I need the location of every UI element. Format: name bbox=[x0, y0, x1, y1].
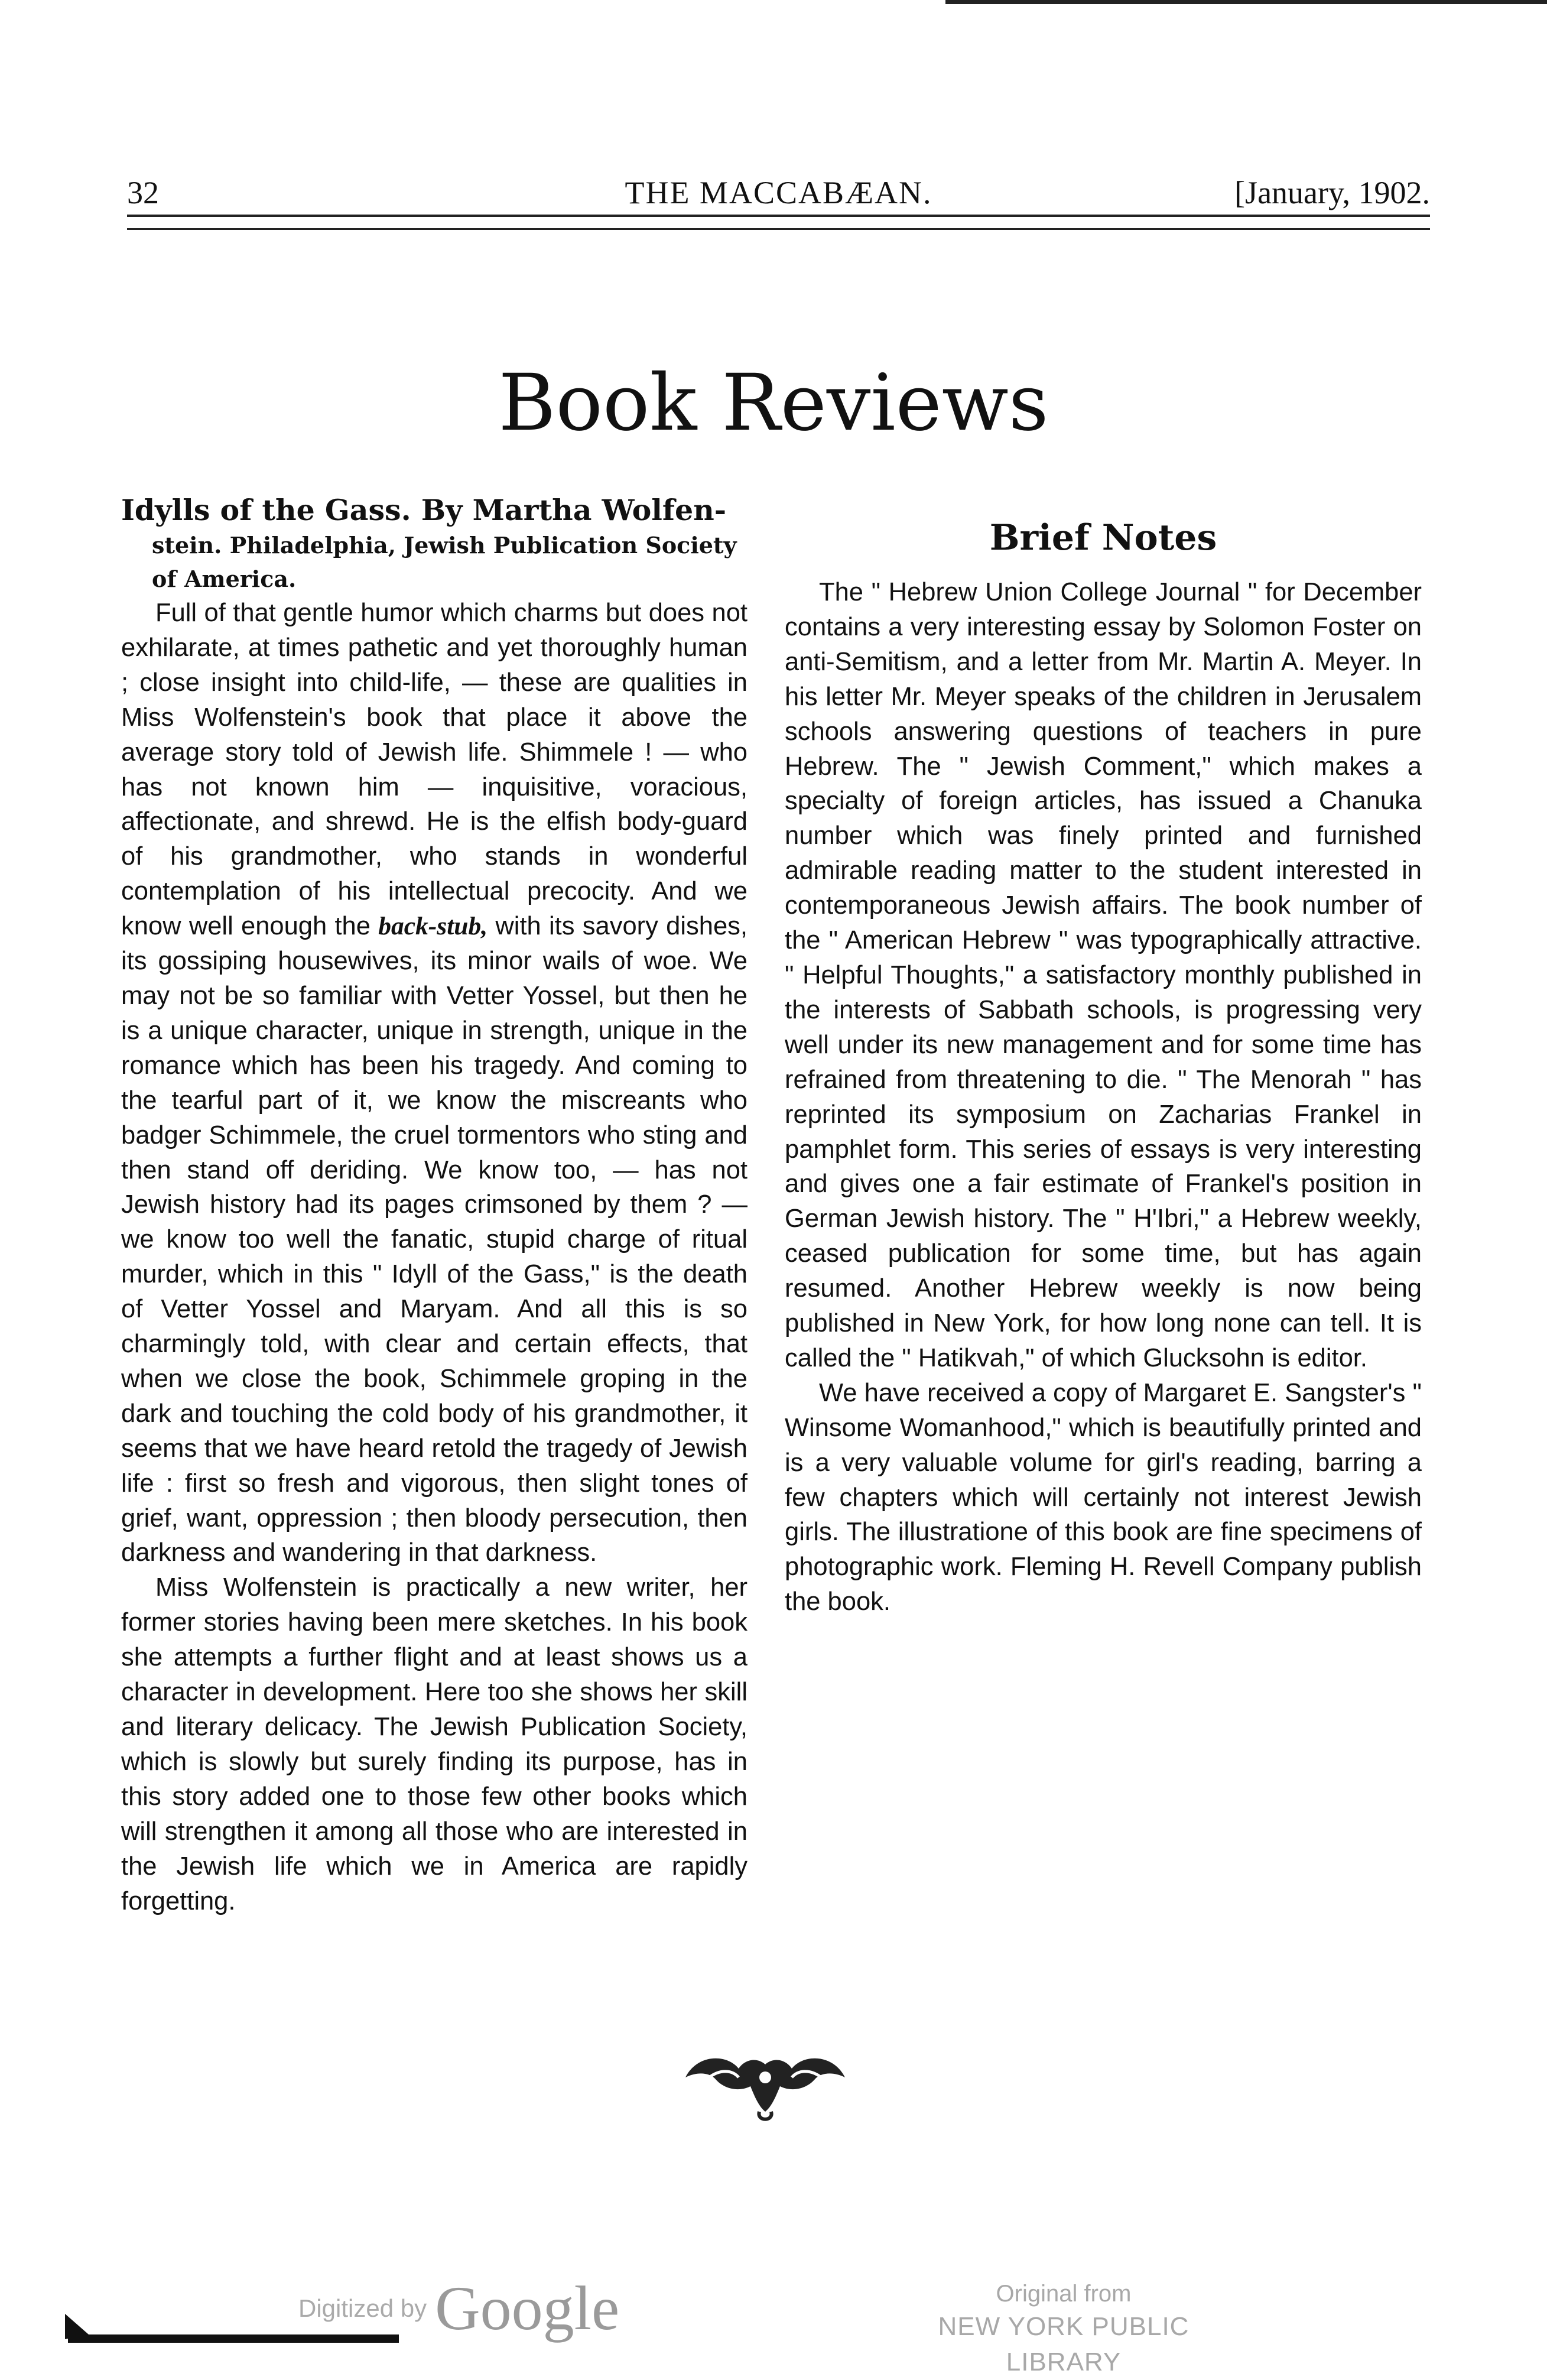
page-title: Book Reviews bbox=[498, 358, 1049, 449]
review-paragraph-2: Miss Wolfenstein is practically a new writer, her former stories having been mere sketches. In his book she attempts a further flight and at least shows us a character in development. Here too she shows her skill and literary delicacy. The Jewish Publication Society, which is slowly but surely finding its purpose, has in this story added one to those few other books which will strengthen it among all those who are interested in the Jewish life which we in America are rapidly forgetting. bbox=[121, 1573, 748, 1915]
ornament-icon bbox=[674, 2042, 857, 2131]
header-rule bbox=[127, 215, 1430, 217]
library-credit bbox=[886, 2278, 1241, 2380]
left-column bbox=[121, 493, 748, 1918]
page-number: 32 bbox=[127, 175, 159, 210]
library-name: NEW YORK PUBLIC LIBRARY bbox=[938, 2312, 1190, 2376]
review-publisher: stein. Philadelphia, Jewish Publication Society of America. bbox=[152, 532, 737, 592]
scan-artifact-bar bbox=[68, 2334, 399, 2343]
brief-notes-heading: Brief Notes bbox=[989, 517, 1217, 559]
issue-date: [January, 1902. bbox=[1234, 175, 1430, 210]
review-paragraph-1 bbox=[121, 596, 748, 1570]
brief-notes-paragraph-1: The " Hebrew Union College Journal " for December contains a very interesting essay by Solomon Foster on anti-Semitism, and a letter from Mr. Martin A. Meyer. In his letter Mr. Meyer speaks of the children in Jerusalem schools answering questions of teachers in pure Hebrew. The " Jewish Comment," which makes a specialty of foreign articles, has issued a Chanuka number which was finely printed and furnished admirable reading matter to the student interested in contemporaneous Jewish affairs. The book number of the " American Hebrew " was typographically attractive. " Helpful Thoughts," a satisfactory monthly published in the interests of Sabbath schools, is progressing very well under its new management and for some time has refrained from threatening to die. " The Menorah " has reprinted its symposium on Zacharias Frankel in pamphlet form. This series of essays is very interesting and gives one a fair estimate of Frankel's position in German Jewish history. The " H'Ibri," a Hebrew weekly, ceased publication for some time, but has again resumed. Another Hebrew weekly is now being published in New York, for how long none can tell. It is called the " Hatikvah," of which Glucksohn is editor. bbox=[785, 578, 1422, 1372]
scan-edge bbox=[945, 0, 1547, 4]
review-title: Idylls of the Gass. By Martha Wolfen- bbox=[121, 493, 727, 527]
digitized-by-label: Digitized by bbox=[298, 2294, 427, 2322]
header-rule-double bbox=[127, 228, 1430, 230]
review-text: Full of that gentle humor which charms but does not exhilarate, at times pathetic and yet thoroughly human ; close insight into child-life, — these are qualities in Miss Wolfenstein's book that place it above the average story told of Jewish life. Shimmele ! — who has not known him — inquisitive, voracious, affectionate, and shrewd. He is the elfish body-guard of his grandmother, who stands in wonderful contemplation of his intellectual precocity. And we know well enough the bbox=[121, 599, 748, 941]
running-header bbox=[127, 174, 1430, 210]
original-from-label: Original from bbox=[996, 2281, 1132, 2307]
right-column bbox=[785, 493, 1422, 1619]
brief-notes-paragraph-2: We have received a copy of Margaret E. Sangster's " Winsome Womanhood," which is beautifully printed and is a very valuable volume for girl's reading, barring a few chapters which will certainly not interest Jewish girls. The illustratione of this book are fine specimens of photographic work. Fleming H. Revell Company publish the book. bbox=[785, 1378, 1422, 1616]
review-heading bbox=[121, 493, 748, 596]
google-logo: Google bbox=[435, 2274, 620, 2343]
review-italic-term: back-stub, bbox=[378, 912, 488, 941]
review-text-cont: with its savory dishes, its gossiping housewives, its minor wails of woe. We may not be so familiar with Vetter Yossel, but then he is a unique character, unique in strength, unique in the romance which has been his tragedy. And coming to the tearful part of it, we know the miscreants who badger Schimmele, the cruel tormentors who sting and then stand off deriding. We know too, — has not Jewish history had its pages crimsoned by them ? — we know too well the fanatic, stupid charge of ritual murder, which in this " Idyll of the Gass," is the death of Vetter Yossel and Maryam. And all this is so charmingly told, with clear and certain effects, that when we close the book, Schimmele groping in the dark and touching the cold body of his grandmother, it seems that we have heard retold the tragedy of Jewish life : first so fresh and vigorous, then slight tones of grief, want, oppression ; then bloody persecution, then darkness and wandering in that darkness. bbox=[121, 912, 748, 1567]
journal-title: THE MACCABÆAN. bbox=[625, 175, 932, 210]
digitized-credit bbox=[298, 2272, 619, 2343]
